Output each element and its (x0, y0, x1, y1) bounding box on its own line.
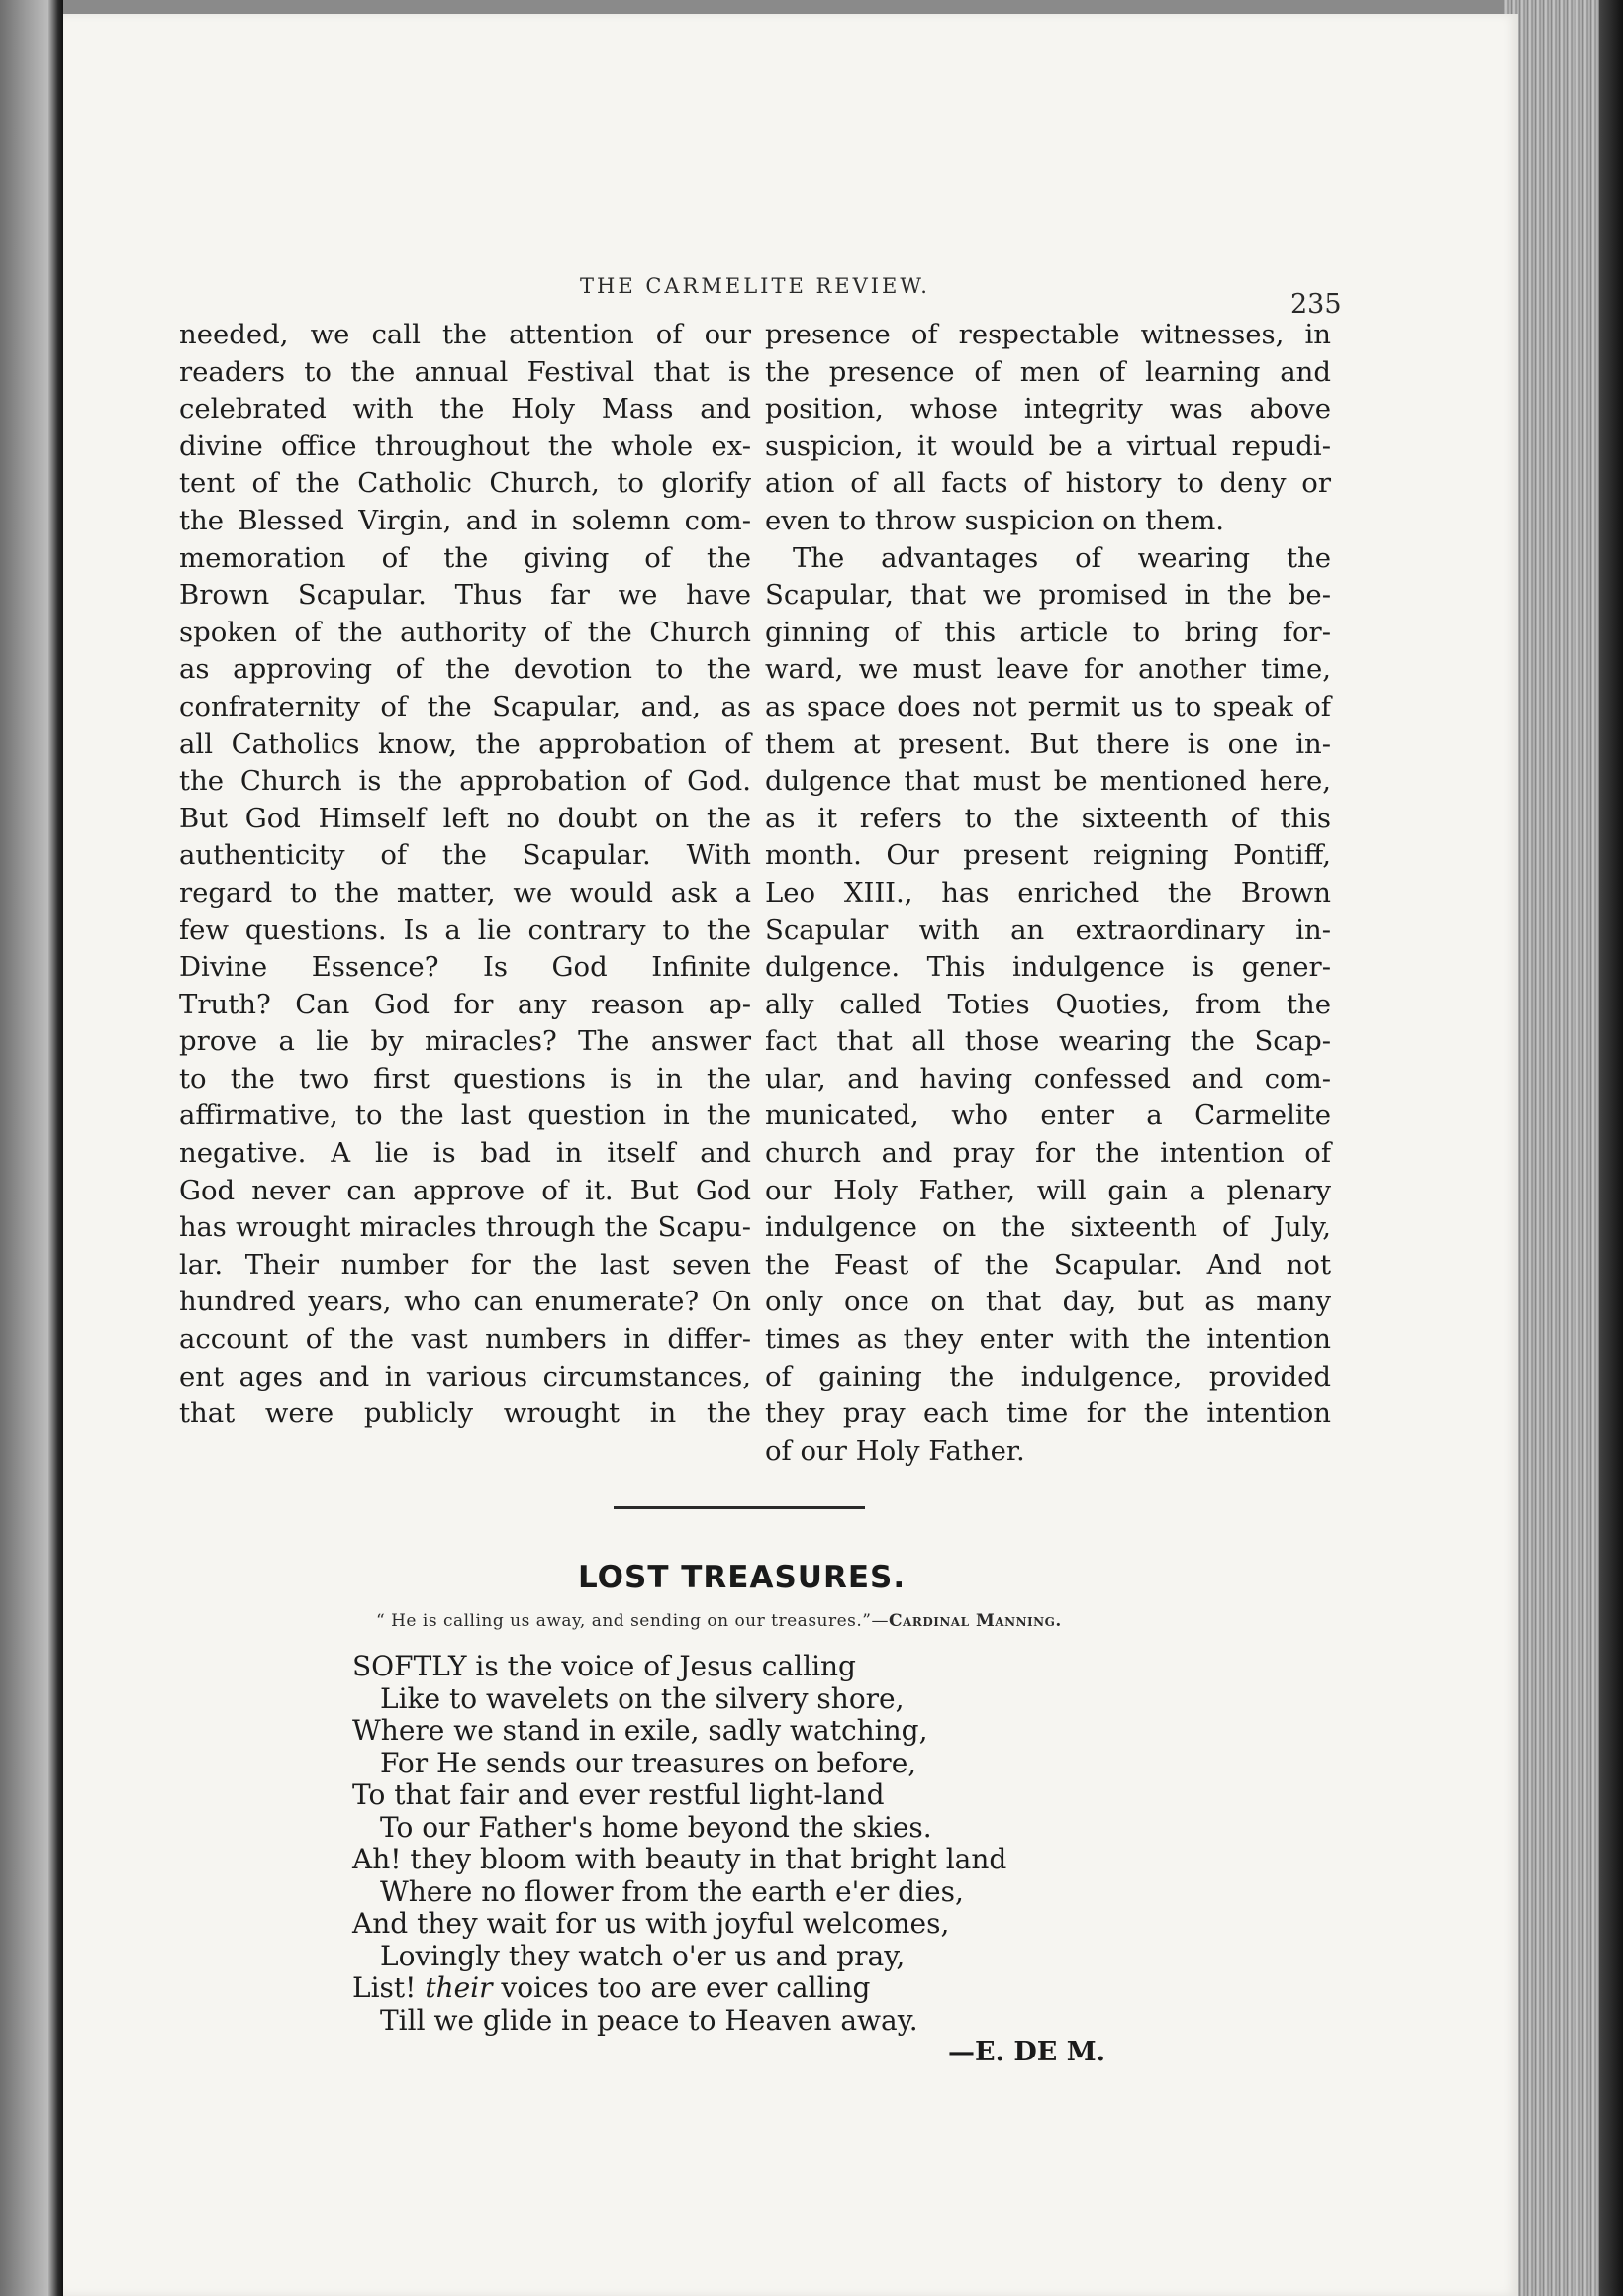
text-line: the Feast of the Scapular. And not (765, 1248, 1331, 1281)
text-line: even to throw suspicion on them. (765, 504, 1225, 536)
text-line: as it refers to the sixteenth of this (765, 802, 1331, 834)
text-line: the Blessed Virgin, and in solemn com- (179, 504, 751, 536)
text-line: regard to the matter, we would ask a (179, 876, 751, 909)
running-header: THE CARMELITE REVIEW. (580, 274, 930, 298)
text-line: Brown Scapular. Thus far we have (179, 579, 751, 612)
text-line: dulgence. This indulgence is gener- (765, 951, 1331, 984)
text-line: Truth? Can God for any reason ap- (179, 988, 751, 1020)
text-line: The advantages of wearing the (793, 541, 1331, 574)
poem-epigraph (376, 1611, 1062, 1631)
text-line: of gaining the indulgence, provided (765, 1360, 1331, 1392)
poem-line: Lovingly they watch o'er us and pray, (380, 1939, 906, 1972)
text-line: negative. A lie is bad in itself and (179, 1137, 751, 1170)
poem-line: Till we glide in peace to Heaven away. (380, 2003, 918, 2037)
text-line: that were publicly wrought in the (179, 1397, 751, 1430)
right-column (765, 317, 1331, 1470)
text-line: has wrought miracles through the Scapu- (179, 1212, 751, 1244)
text-line: account of the vast numbers in differ- (179, 1323, 751, 1356)
poem-line: Where no flower from the earth e'er dies, (380, 1874, 964, 1908)
text-line: ent ages and in various circumstances, (179, 1360, 751, 1392)
text-line: affirmative, to the last question in the (179, 1100, 751, 1132)
book-gutter (0, 0, 63, 2296)
text-line: fact that all those wearing the Scap- (765, 1025, 1331, 1058)
poem-line (352, 1972, 1006, 2005)
text-line: ward, we must leave for another time, (765, 653, 1331, 686)
text-line: God never can approve of it. But God (179, 1174, 751, 1206)
poem-line: For He sends our treasures on before, (380, 1746, 917, 1779)
text-line: ginning of this article to bring for- (765, 616, 1331, 648)
text-line: Scapular, that we promised in the be- (765, 579, 1331, 612)
text-line: But God Himself left no doubt on the (179, 802, 751, 834)
text-line: month. Our present reigning Pontiff, (765, 839, 1331, 872)
text-line: readers to the annual Festival that is (179, 355, 751, 388)
text-line: memoration of the giving of the (179, 541, 751, 574)
text-line: position, whose integrity was above (765, 393, 1331, 426)
text-line: dulgence that must be mentioned here, (765, 765, 1331, 798)
poem-line-prefix: List! (352, 1971, 426, 2004)
text-line: only once on that day, but as many (765, 1286, 1331, 1318)
text-line: church and pray for the intention of (765, 1137, 1331, 1170)
poem-line-suffix: voices too are ever calling (492, 1971, 871, 2004)
poem-signature: —E. DE M. (948, 2037, 1106, 2067)
poem-title: LOST TREASURES. (578, 1560, 907, 1595)
text-line: celebrated with the Holy Mass and (179, 393, 751, 426)
poem-line-italic: their (425, 1971, 493, 2004)
epigraph-quote: “ He is calling us away, and sending on our treasures.”— (376, 1611, 889, 1631)
text-line: as approving of the devotion to the (179, 653, 751, 686)
text-line: needed, we call the attention of our (179, 319, 751, 350)
text-line: ation of all facts of history to deny or (765, 467, 1331, 500)
text-line: they pray each time for the intention (765, 1397, 1331, 1430)
text-line: them at present. But there is one in- (765, 727, 1331, 760)
text-line: prove a lie by miracles? The answer (179, 1025, 751, 1058)
poem-line: Like to wavelets on the silvery shore, (380, 1681, 905, 1715)
text-line: Leo XIII., has enriched the Brown (765, 876, 1331, 909)
text-line: confraternity of the Scapular, and, as (179, 690, 751, 722)
text-line: as space does not permit us to speak of (765, 690, 1331, 722)
text-line: lar. Their number for the last seven (179, 1248, 751, 1281)
poem-line: To our Father's home beyond the skies. (380, 1810, 932, 1844)
text-line: of our Holy Father. (765, 1434, 1025, 1467)
text-line: all Catholics know, the approbation of (179, 727, 751, 760)
text-line: municated, who enter a Carmelite (765, 1100, 1331, 1132)
text-line: the presence of men of learning and (765, 355, 1331, 388)
text-line: suspicion, it would be a virtual repudi- (765, 430, 1331, 462)
poem-line: To that fair and ever restful light-land (352, 1778, 885, 1811)
poem-body (352, 1651, 1006, 2037)
poem-line: Where we stand in exile, sadly watching, (352, 1714, 928, 1747)
text-line: indulgence on the sixteenth of July, (765, 1211, 1331, 1244)
poem-line: SOFTLY is the voice of Jesus calling (352, 1650, 856, 1682)
page-number: 235 (1290, 289, 1342, 320)
text-line: divine office throughout the whole ex- (179, 430, 751, 462)
text-line: our Holy Father, will gain a plenary (765, 1174, 1331, 1206)
text-line: ally called Toties Quoties, from the (765, 988, 1331, 1020)
text-line: times as they enter with the intention (765, 1323, 1331, 1356)
text-line: to the two first questions is in the (179, 1062, 751, 1095)
text-line: tent of the Catholic Church, to glorify (179, 467, 751, 500)
text-line: spoken of the authority of the Church (179, 616, 751, 648)
page-edges (1504, 0, 1623, 2296)
epigraph-author: Cardinal Manning. (889, 1611, 1062, 1631)
poem-line: And they wait for us with joyful welcomes, (352, 1907, 950, 1940)
poem-line: Ah! they bloom with beauty in that bright land (352, 1843, 1007, 1875)
text-line: authenticity of the Scapular. With (179, 839, 751, 872)
left-column (179, 317, 751, 1433)
text-line: presence of respectable witnesses, in (765, 319, 1331, 350)
text-line: the Church is the approbation of God. (179, 765, 751, 798)
text-line: ular, and having confessed and com- (765, 1062, 1331, 1095)
text-line: Divine Essence? Is God Infinite (179, 951, 751, 984)
text-line: hundred years, who can enumerate? On (179, 1286, 751, 1318)
text-line: few questions. Is a lie contrary to the (179, 913, 751, 946)
text-line: Scapular with an extraordinary in- (765, 913, 1331, 946)
section-divider (614, 1506, 865, 1509)
